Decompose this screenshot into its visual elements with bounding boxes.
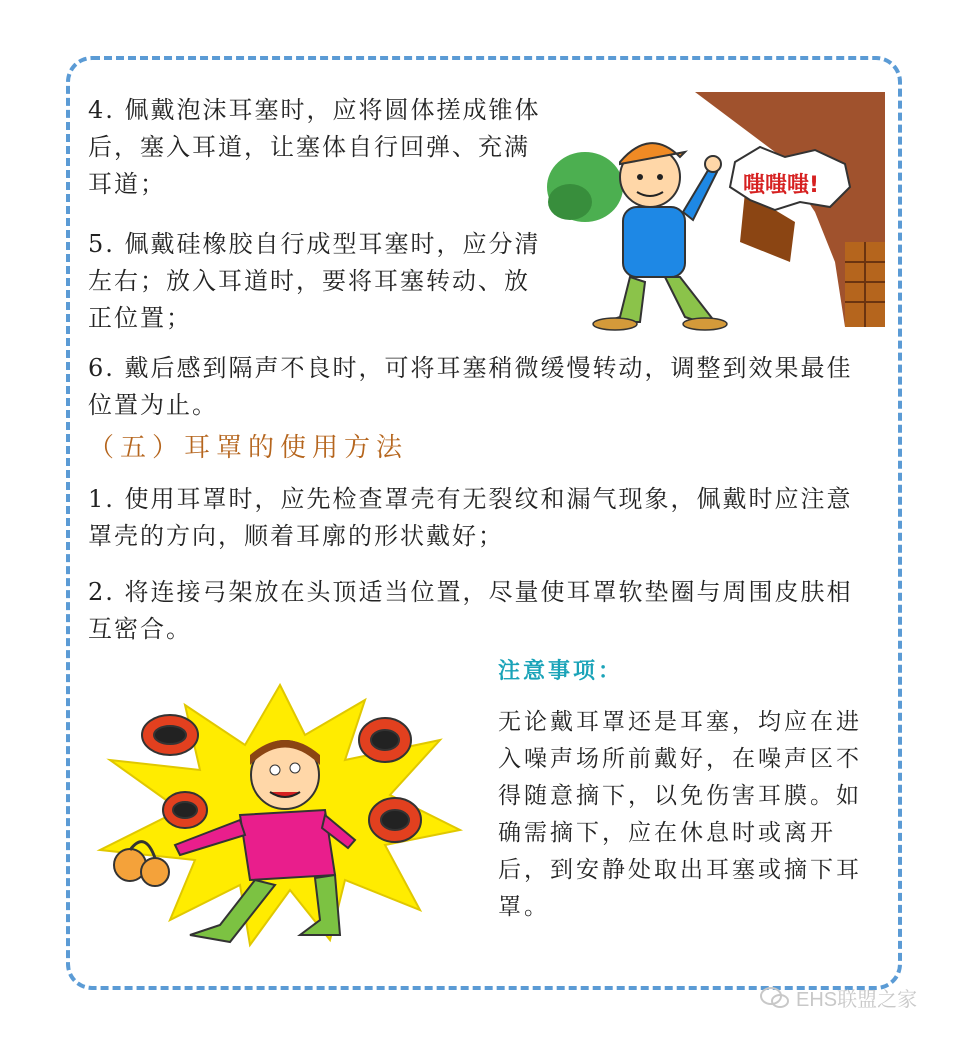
paragraph-silicone-earplug: 5. 佩戴硅橡胶自行成型耳塞时，应分清左右；放入耳道时，要将耳塞转动、放正位置； bbox=[88, 230, 541, 332]
noise-stress-illustration bbox=[90, 680, 470, 950]
section-heading: （五）耳罩的使用方法 bbox=[88, 433, 409, 463]
notice-title: 注意事项： bbox=[498, 658, 624, 684]
paragraph-foam-earplug: 4. 佩戴泡沫耳塞时，应将圆体搓成锥体后，塞入耳道，让塞体自行回弹、充满耳道； bbox=[88, 96, 541, 198]
watermark bbox=[760, 983, 917, 1012]
noise-text: 嗤嗤嗤! bbox=[743, 173, 820, 198]
notice-body: 无论戴耳罩还是耳塞，均应在进入噪声场所前戴好，在噪声区不得随意摘下，以免伤害耳膜。如确需摘下，应在休息时或离开后，到安静处取出耳塞或摘下耳罩。 bbox=[498, 709, 862, 920]
watermark-text: EHS联盟之家 bbox=[796, 989, 918, 1011]
paragraph-adjust-earplug: 6. 戴后感到隔声不良时，可将耳塞稍微缓慢转动，调整到效果最佳位置为止。 bbox=[88, 354, 853, 419]
noisy-worker-illustration bbox=[545, 92, 885, 332]
paragraph-earmuff-position: 2. 将连接弓架放在头顶适当位置，尽量使耳罩软垫圈与周围皮肤相互密合。 bbox=[88, 578, 853, 643]
wechat-icon bbox=[760, 987, 790, 1009]
paragraph-earmuff-check: 1. 使用耳罩时，应先检查罩壳有无裂纹和漏气现象，佩戴时应注意罩壳的方向，顺着耳廓的形状戴好； bbox=[88, 485, 853, 550]
